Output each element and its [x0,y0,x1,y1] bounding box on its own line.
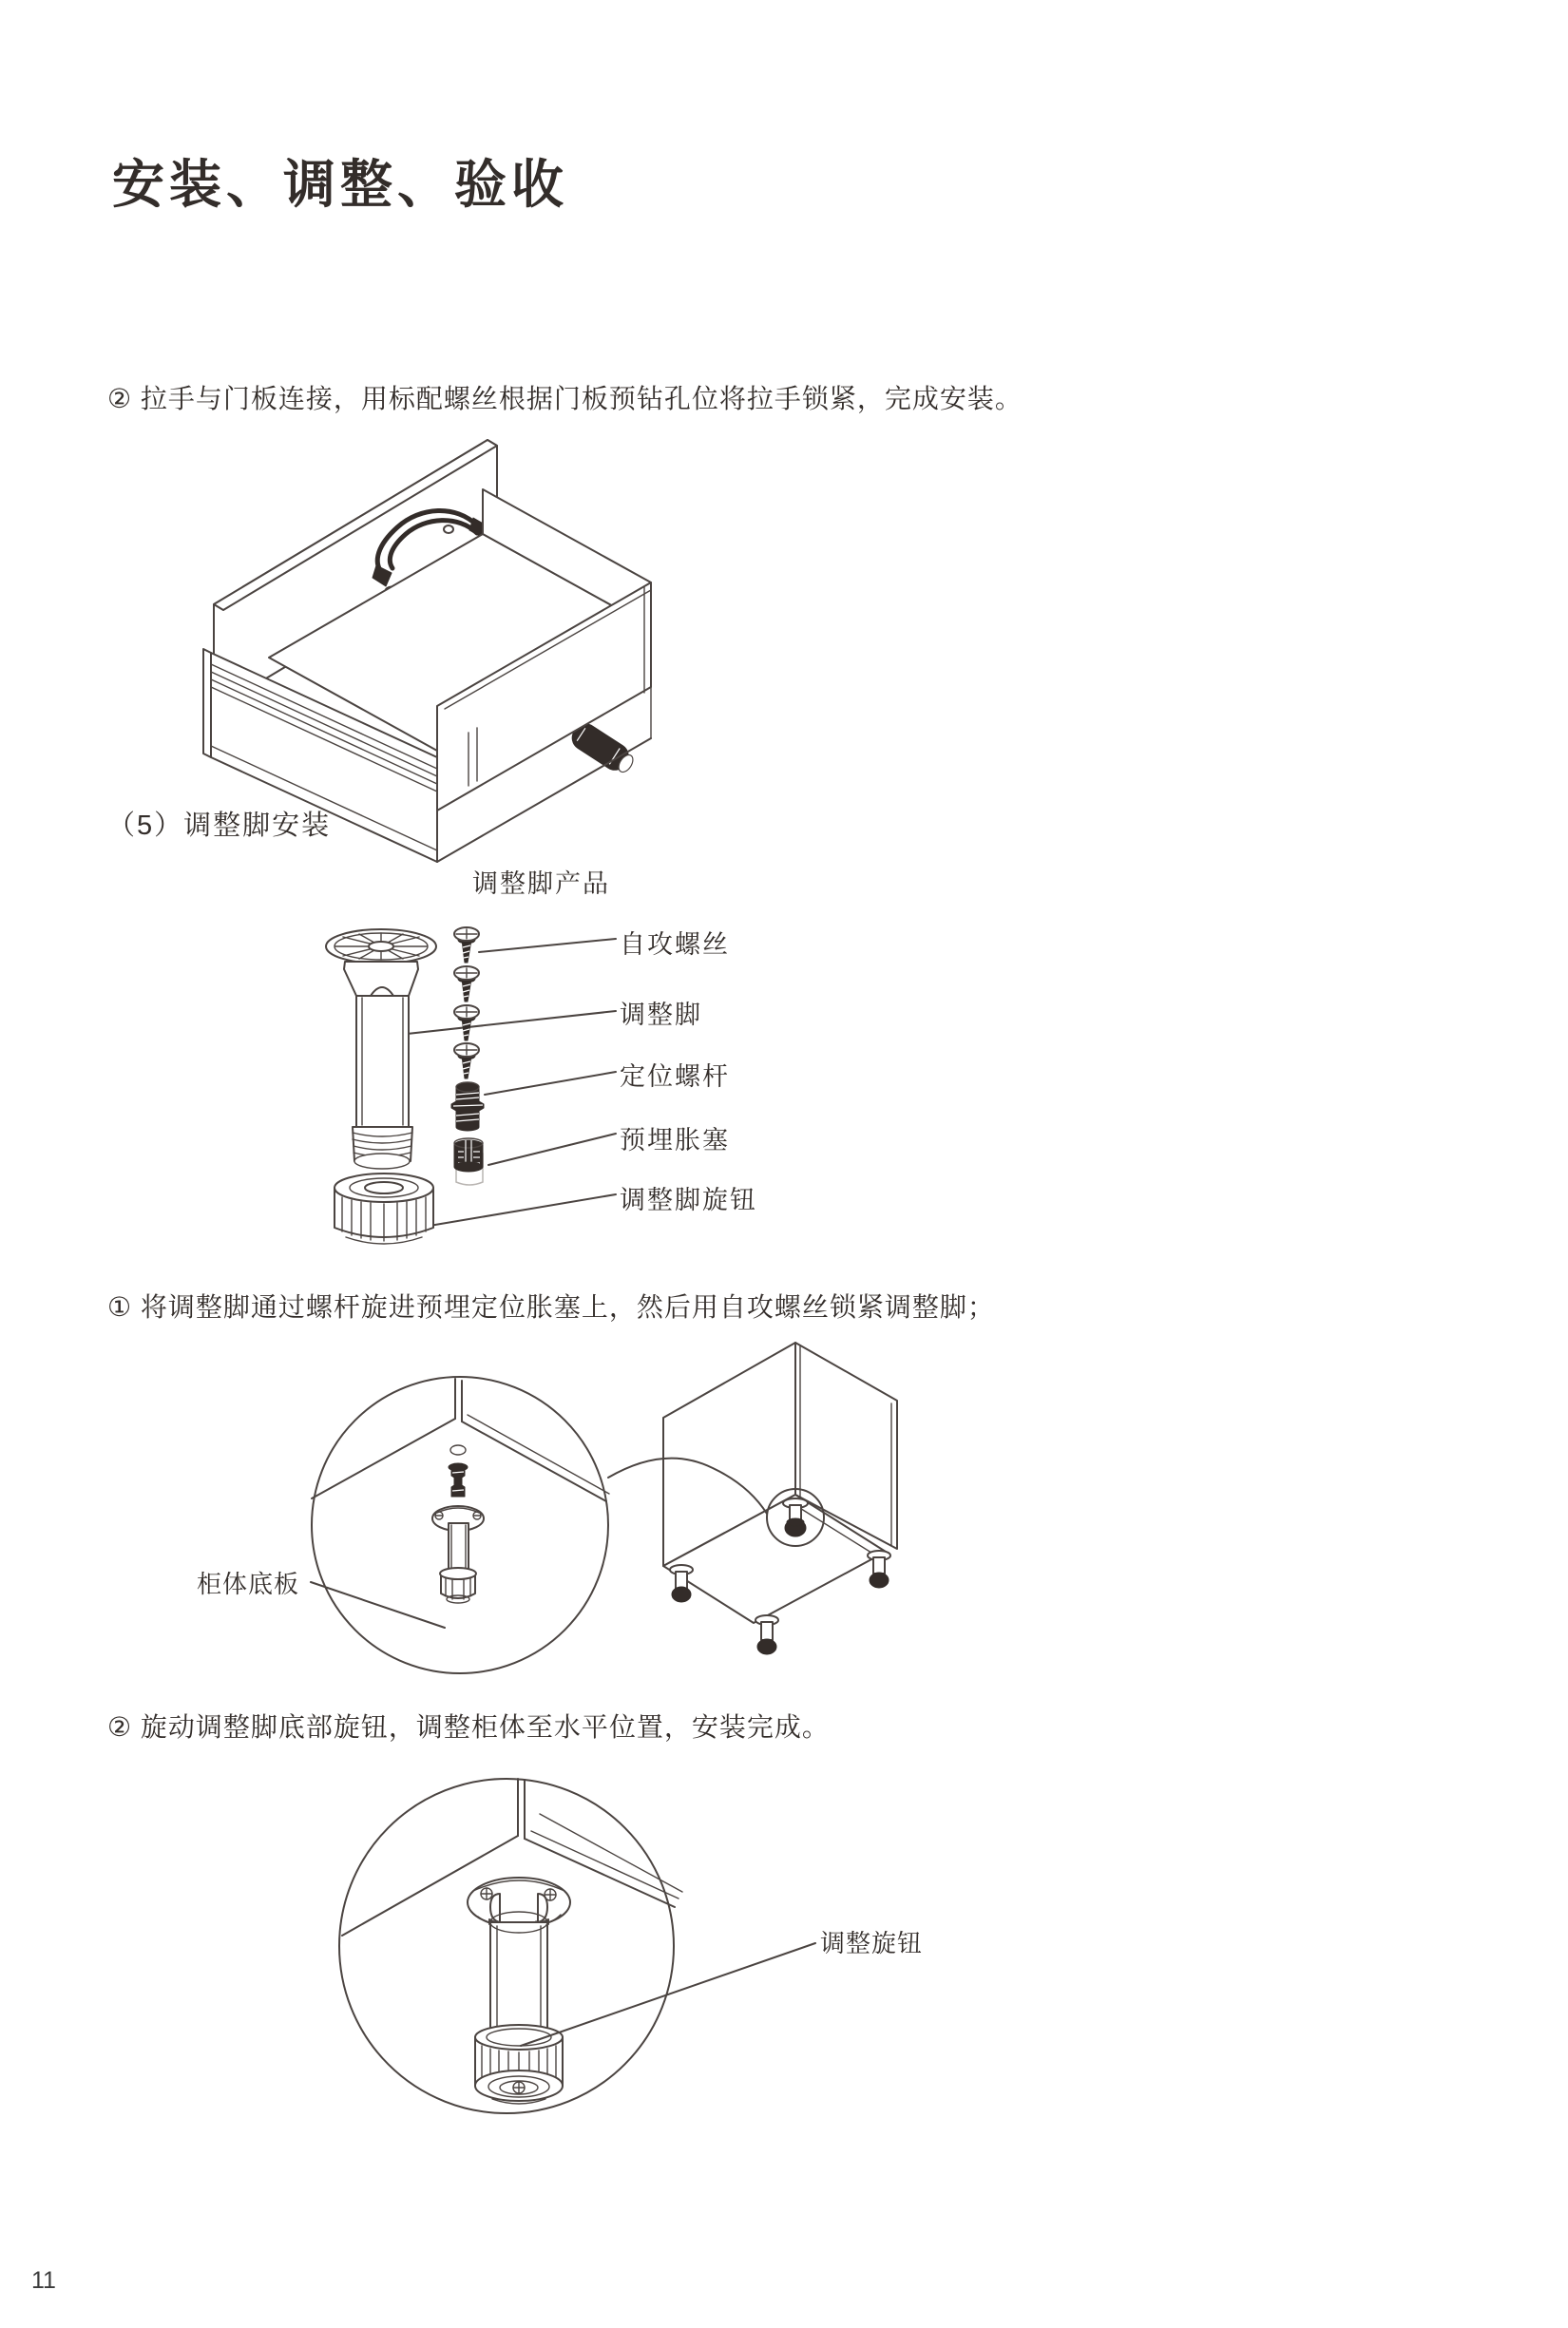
step2-text: ② 旋动调整脚底部旋钮，调整柜体至水平位置，安装完成。 [107,1712,830,1742]
foot-threads [353,1127,412,1169]
page-number: 11 [31,2267,56,2294]
label-adjust-knob: 调整旋钮 [820,1929,924,1957]
label-self-tapping-screw: 自攻螺丝 [620,930,730,959]
label-positioning-screw: 定位螺杆 [620,1062,730,1091]
foot-install-illustration [266,1335,931,1672]
product-caption: 调整脚产品 [472,869,610,898]
cabinet-foot-left [670,1565,693,1602]
label-adjustable-foot: 调整脚 [620,1001,702,1029]
foot-in-circle [432,1463,484,1603]
screws-column [454,927,479,1078]
label-foot-knob: 调整脚旋钮 [620,1186,757,1214]
step-handle-text: ② 拉手与门板连接，用标配螺丝根据门板预钻孔位将拉手锁紧，完成安装。 [107,384,1023,413]
label-bottom-panel: 柜体底板 [197,1570,300,1598]
foot-knob [335,1174,433,1244]
cabinet-foot-right [868,1551,890,1588]
cabinet-box [663,1343,897,1654]
knob-leader-line [521,1943,815,2046]
cabinet-foot-front [755,1615,778,1654]
foot-top-flange [326,929,436,964]
foot-cylinder [356,996,409,1127]
step1-text: ① 将调整脚通过螺杆旋进预埋定位胀塞上，然后用自攻螺丝锁紧调整脚； [107,1292,995,1322]
expansion-plug [454,1138,483,1185]
section-heading: （5）调整脚安装 [107,811,332,841]
knob-detail-illustration [323,1772,950,2152]
label-embedded-plug: 预埋胀塞 [620,1126,730,1154]
foot-cylinder-detail [490,1912,547,2035]
page-title: 安装、调整、验收 [112,155,569,214]
drawer-front-edge [203,649,211,757]
positioning-stud [451,1082,484,1131]
